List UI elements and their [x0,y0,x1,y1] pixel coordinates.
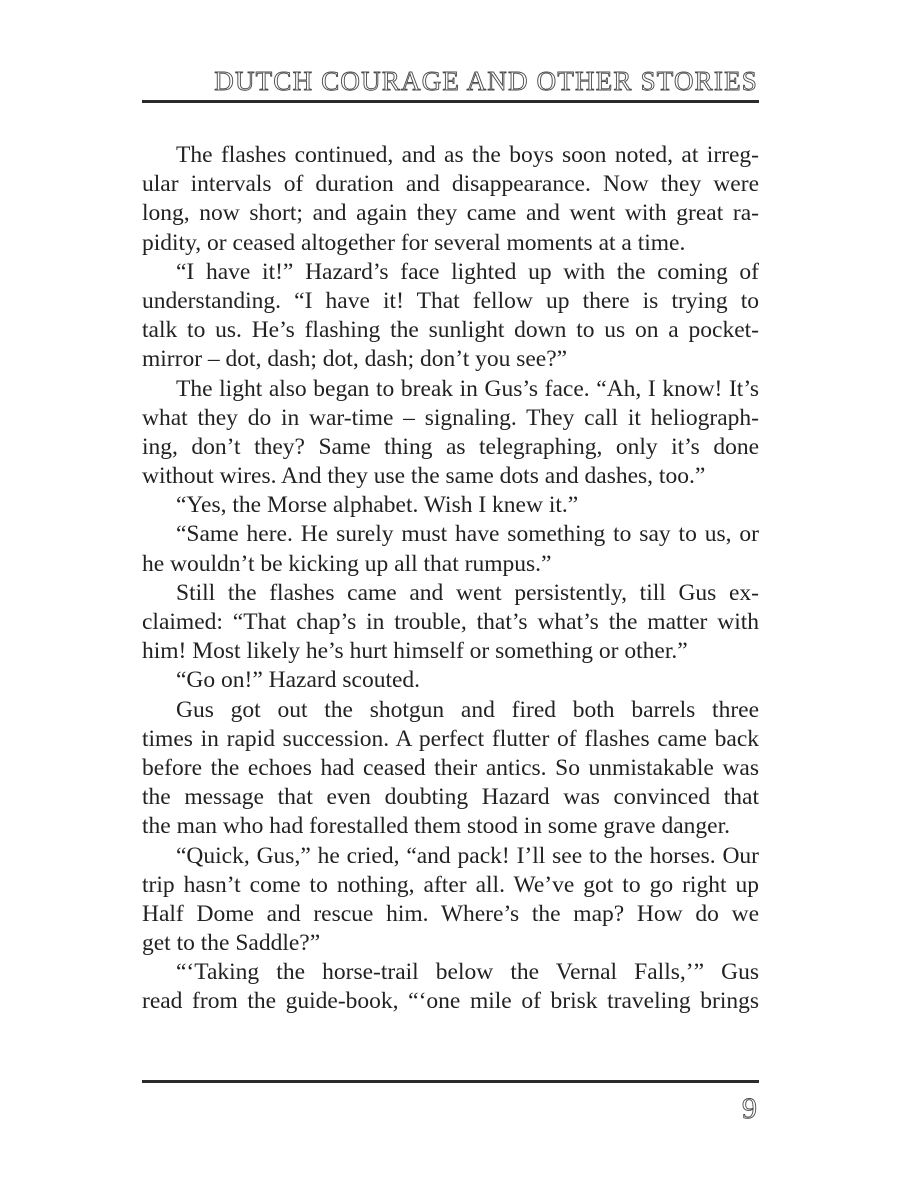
page-number: 9 [742,1092,757,1125]
text-line: “‘Taking the horse-trail below the Vernal Falls,’” Gus [176,959,759,986]
text-line: he wouldn’t be kicking up all that rumpus.” [142,550,552,577]
text-line: ular intervals of duration and disappearance. Now they were [142,171,759,198]
text-line: the man who had forestalled them stood in some grave danger. [142,813,730,840]
text-line: read from the guide-book, “‘one mile of brisk traveling brings [142,988,759,1015]
text-line: “Yes, the Morse alphabet. Wish I knew it.” [176,492,579,519]
text-line: long, now short; and again they came and went with great ra- [142,200,759,227]
text-line: get to the Saddle?” [142,930,321,957]
text-line: “I have it!” Hazard’s face lighted up with the coming of [176,258,759,285]
text-line: what they do in war-time – signaling. They call it heliograph- [142,404,759,431]
text-line: Gus got out the shotgun and fired both barrels three [176,696,759,723]
text-line: “Go on!” Hazard scouted. [176,667,421,694]
text-line: “Quick, Gus,” he cried, “and pack! I’ll see to the horses. Our [176,842,759,869]
text-line: Half Dome and rescue him. Where’s the map? How do we [142,900,759,927]
text-line: Still the flashes came and went persistently, till Gus ex- [176,579,759,606]
running-head-text: DUTCH COURAGE AND OTHER STORIES [214,66,758,96]
text-line: The light also began to break in Gus’s face. “Ah, I know! It’s [176,375,759,402]
text-line: without wires. And they use the same dots and dashes, too.” [142,463,706,490]
text-line: The flashes continued, and as the boys soon noted, at irreg- [176,142,759,168]
text-line: pidity, or ceased altogether for several moments at a time. [142,229,686,256]
text-line: times in rapid succession. A perfect flutter of flashes came back [142,725,759,752]
text-line: claimed: “That chap’s in trouble, that’s what’s the matter with [142,609,759,635]
text-line: the message that even doubting Hazard was convinced that [142,784,759,811]
text-line: mirror – dot, dash; dot, dash; don’t you see?” [142,346,568,373]
header-rule [142,100,759,103]
text-line: understanding. “I have it! That fellow up there is trying to [142,287,759,314]
footer-rule [142,1080,759,1083]
text-line: him! Most likely he’s hurt himself or something or other.” [142,638,688,665]
running-head [142,66,758,97]
text-line: “Same here. He surely must have something to say to us, or [176,521,759,548]
body-text [142,141,759,1017]
text-line: trip hasn’t come to nothing, after all. We’ve got to go right up [142,871,759,898]
text-line: before the echoes had ceased their antics. So unmistakable was [142,754,759,781]
text-line: ing, don’t they? Same thing as telegraphing, only it’s done [142,433,759,460]
text-line: talk to us. He’s flashing the sunlight down to us on a pocket- [142,317,759,344]
